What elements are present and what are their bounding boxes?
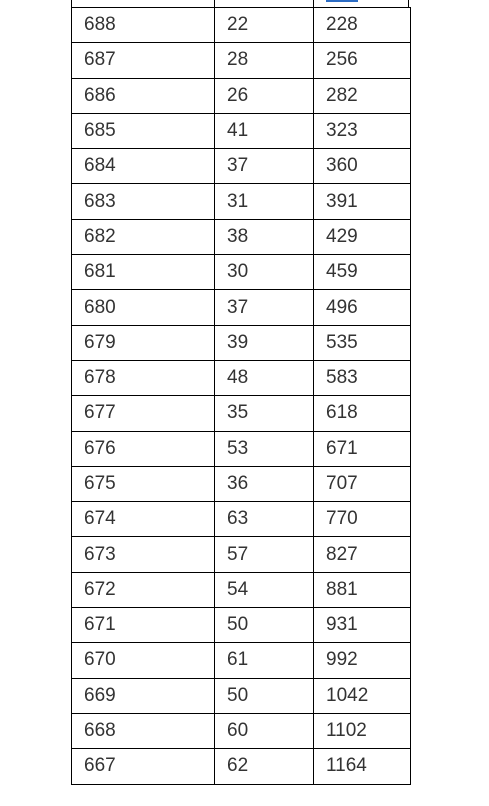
- cumulative-cell: 360: [314, 149, 411, 184]
- cumulative-cell: 323: [314, 113, 411, 148]
- count-cell: 26: [215, 78, 314, 113]
- score-cell: 670: [72, 643, 215, 678]
- cumulative-cell: 618: [314, 396, 411, 431]
- count-cell: 36: [215, 466, 314, 501]
- table-row: [72, 113, 411, 148]
- score-cell: 675: [72, 466, 215, 501]
- count-cell: 53: [215, 431, 314, 466]
- count-cell: 48: [215, 360, 314, 395]
- table-row: [72, 219, 411, 254]
- count-cell: 37: [215, 149, 314, 184]
- table-row: [72, 678, 411, 713]
- cumulative-cell: 1102: [314, 713, 411, 748]
- cumulative-cell: 827: [314, 537, 411, 572]
- count-cell: 39: [215, 325, 314, 360]
- cumulative-cell: 228: [314, 8, 411, 43]
- count-cell: 50: [215, 678, 314, 713]
- table-row: [72, 255, 411, 290]
- count-cell: 60: [215, 713, 314, 748]
- table-row: [72, 466, 411, 501]
- table-body: [72, 8, 411, 785]
- count-cell: 22: [215, 8, 314, 43]
- table-row: [72, 537, 411, 572]
- table-row: [72, 360, 411, 395]
- score-cell: 672: [72, 572, 215, 607]
- cumulative-cell: 391: [314, 184, 411, 219]
- score-cell: 679: [72, 325, 215, 360]
- score-cell: 688: [72, 8, 215, 43]
- table-row: [72, 325, 411, 360]
- cumulative-cell: 1042: [314, 678, 411, 713]
- table-top-remnant: [71, 0, 409, 7]
- score-cell: 685: [72, 113, 215, 148]
- cumulative-cell: 671: [314, 431, 411, 466]
- cumulative-cell: 881: [314, 572, 411, 607]
- score-cell: 669: [72, 678, 215, 713]
- cumulative-cell: 459: [314, 255, 411, 290]
- link-underline: [326, 0, 358, 2]
- count-cell: 31: [215, 184, 314, 219]
- score-cell: 684: [72, 149, 215, 184]
- table-row: [72, 78, 411, 113]
- table-row: [72, 643, 411, 678]
- table-row: [72, 713, 411, 748]
- count-cell: 63: [215, 502, 314, 537]
- count-cell: 61: [215, 643, 314, 678]
- score-cell: 677: [72, 396, 215, 431]
- table-row: [72, 396, 411, 431]
- cumulative-cell: 496: [314, 290, 411, 325]
- score-distribution-table: [71, 7, 411, 785]
- count-cell: 62: [215, 749, 314, 784]
- cumulative-cell: 429: [314, 219, 411, 254]
- table-row: [72, 290, 411, 325]
- score-cell: 681: [72, 255, 215, 290]
- cumulative-cell: 535: [314, 325, 411, 360]
- score-cell: 671: [72, 608, 215, 643]
- count-cell: 38: [215, 219, 314, 254]
- table-row: [72, 43, 411, 78]
- column-divider: [214, 0, 215, 7]
- count-cell: 41: [215, 113, 314, 148]
- score-cell: 676: [72, 431, 215, 466]
- cumulative-cell: 256: [314, 43, 411, 78]
- table-row: [72, 572, 411, 607]
- count-cell: 35: [215, 396, 314, 431]
- score-cell: 680: [72, 290, 215, 325]
- score-cell: 686: [72, 78, 215, 113]
- score-cell: 674: [72, 502, 215, 537]
- table-row: [72, 431, 411, 466]
- count-cell: 50: [215, 608, 314, 643]
- cumulative-cell: 1164: [314, 749, 411, 784]
- cumulative-cell: 583: [314, 360, 411, 395]
- count-cell: 37: [215, 290, 314, 325]
- count-cell: 30: [215, 255, 314, 290]
- score-cell: 668: [72, 713, 215, 748]
- score-table-container: [71, 7, 411, 785]
- cumulative-cell: 770: [314, 502, 411, 537]
- score-cell: 687: [72, 43, 215, 78]
- table-row: [72, 8, 411, 43]
- count-cell: 28: [215, 43, 314, 78]
- count-cell: 54: [215, 572, 314, 607]
- score-cell: 682: [72, 219, 215, 254]
- cumulative-cell: 931: [314, 608, 411, 643]
- score-cell: 673: [72, 537, 215, 572]
- cumulative-cell: 992: [314, 643, 411, 678]
- table-row: [72, 749, 411, 784]
- table-row: [72, 502, 411, 537]
- table-row: [72, 184, 411, 219]
- table-row: [72, 608, 411, 643]
- score-cell: 683: [72, 184, 215, 219]
- cumulative-cell: 707: [314, 466, 411, 501]
- score-cell: 678: [72, 360, 215, 395]
- score-cell: 667: [72, 749, 215, 784]
- cumulative-cell: 282: [314, 78, 411, 113]
- count-cell: 57: [215, 537, 314, 572]
- table-row: [72, 149, 411, 184]
- column-divider: [313, 0, 314, 7]
